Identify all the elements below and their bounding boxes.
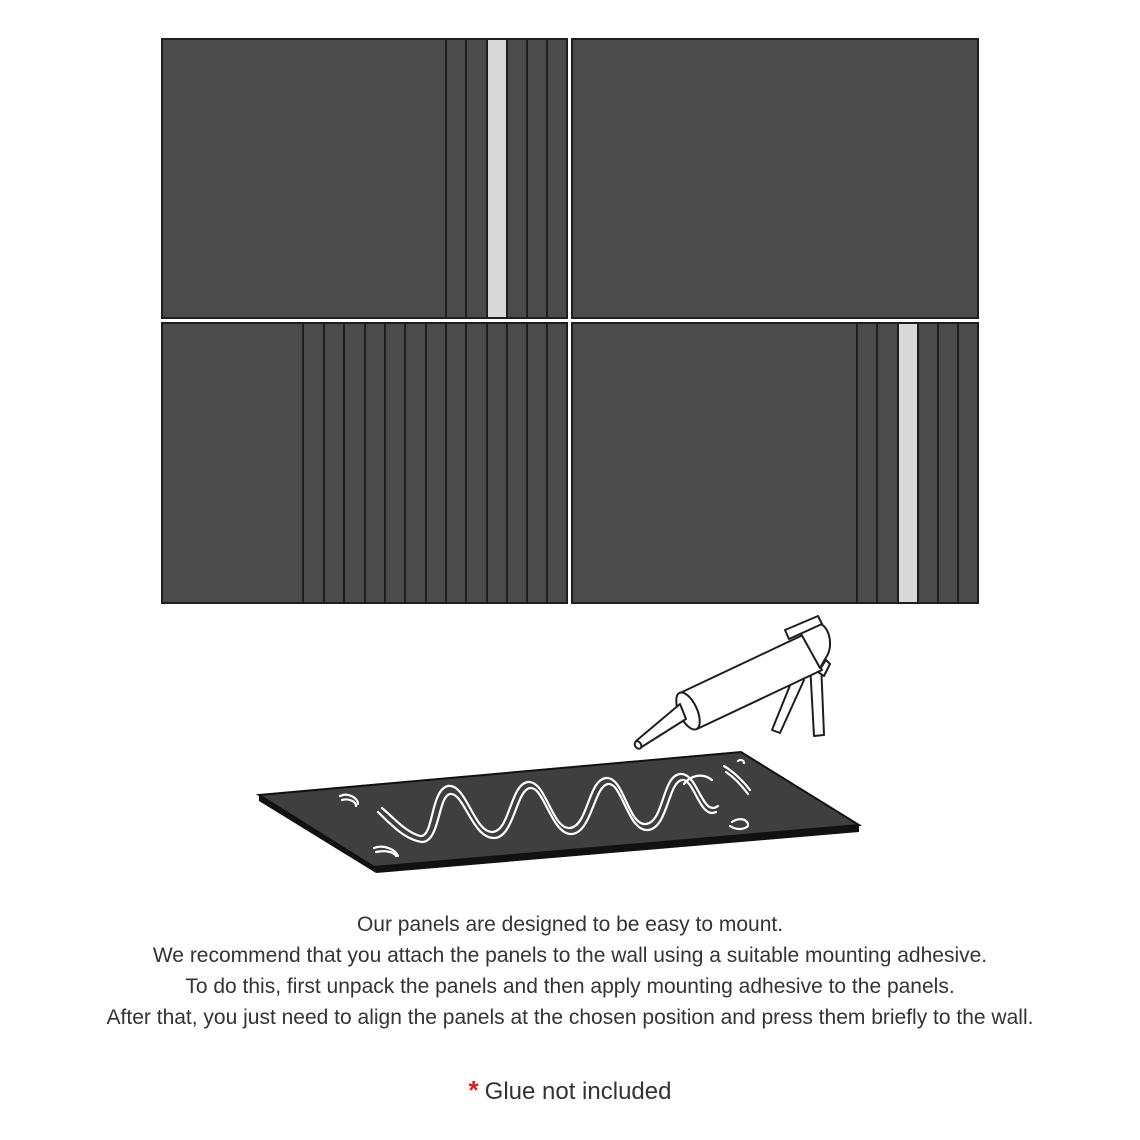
panel-grid bbox=[162, 39, 978, 603]
instructions-text bbox=[0, 909, 1140, 1033]
instruction-line: Our panels are designed to be easy to mount. bbox=[356, 913, 784, 936]
glued-panel bbox=[259, 752, 859, 873]
glue-note-text: Glue not included bbox=[484, 1078, 672, 1105]
asterisk-icon: * bbox=[468, 1075, 479, 1105]
instruction-line: We recommend that you attach the panels to the wall using a suitable mounting adhesive. bbox=[152, 944, 988, 967]
glue-note bbox=[0, 1075, 1140, 1106]
panel-top-left bbox=[162, 39, 567, 318]
panel-top-right bbox=[572, 39, 978, 318]
highlight-stripe bbox=[898, 324, 918, 602]
caulking-gun-icon bbox=[633, 616, 830, 750]
highlight-stripe bbox=[487, 40, 507, 317]
instruction-line: After that, you just need to align the panels at the chosen position and press them briefly to the wall. bbox=[106, 1006, 1034, 1029]
instruction-line: To do this, first unpack the panels and then apply mounting adhesive to the panels. bbox=[185, 975, 955, 998]
panel-bottom-right bbox=[572, 323, 978, 603]
panel-bottom-left bbox=[162, 323, 567, 603]
